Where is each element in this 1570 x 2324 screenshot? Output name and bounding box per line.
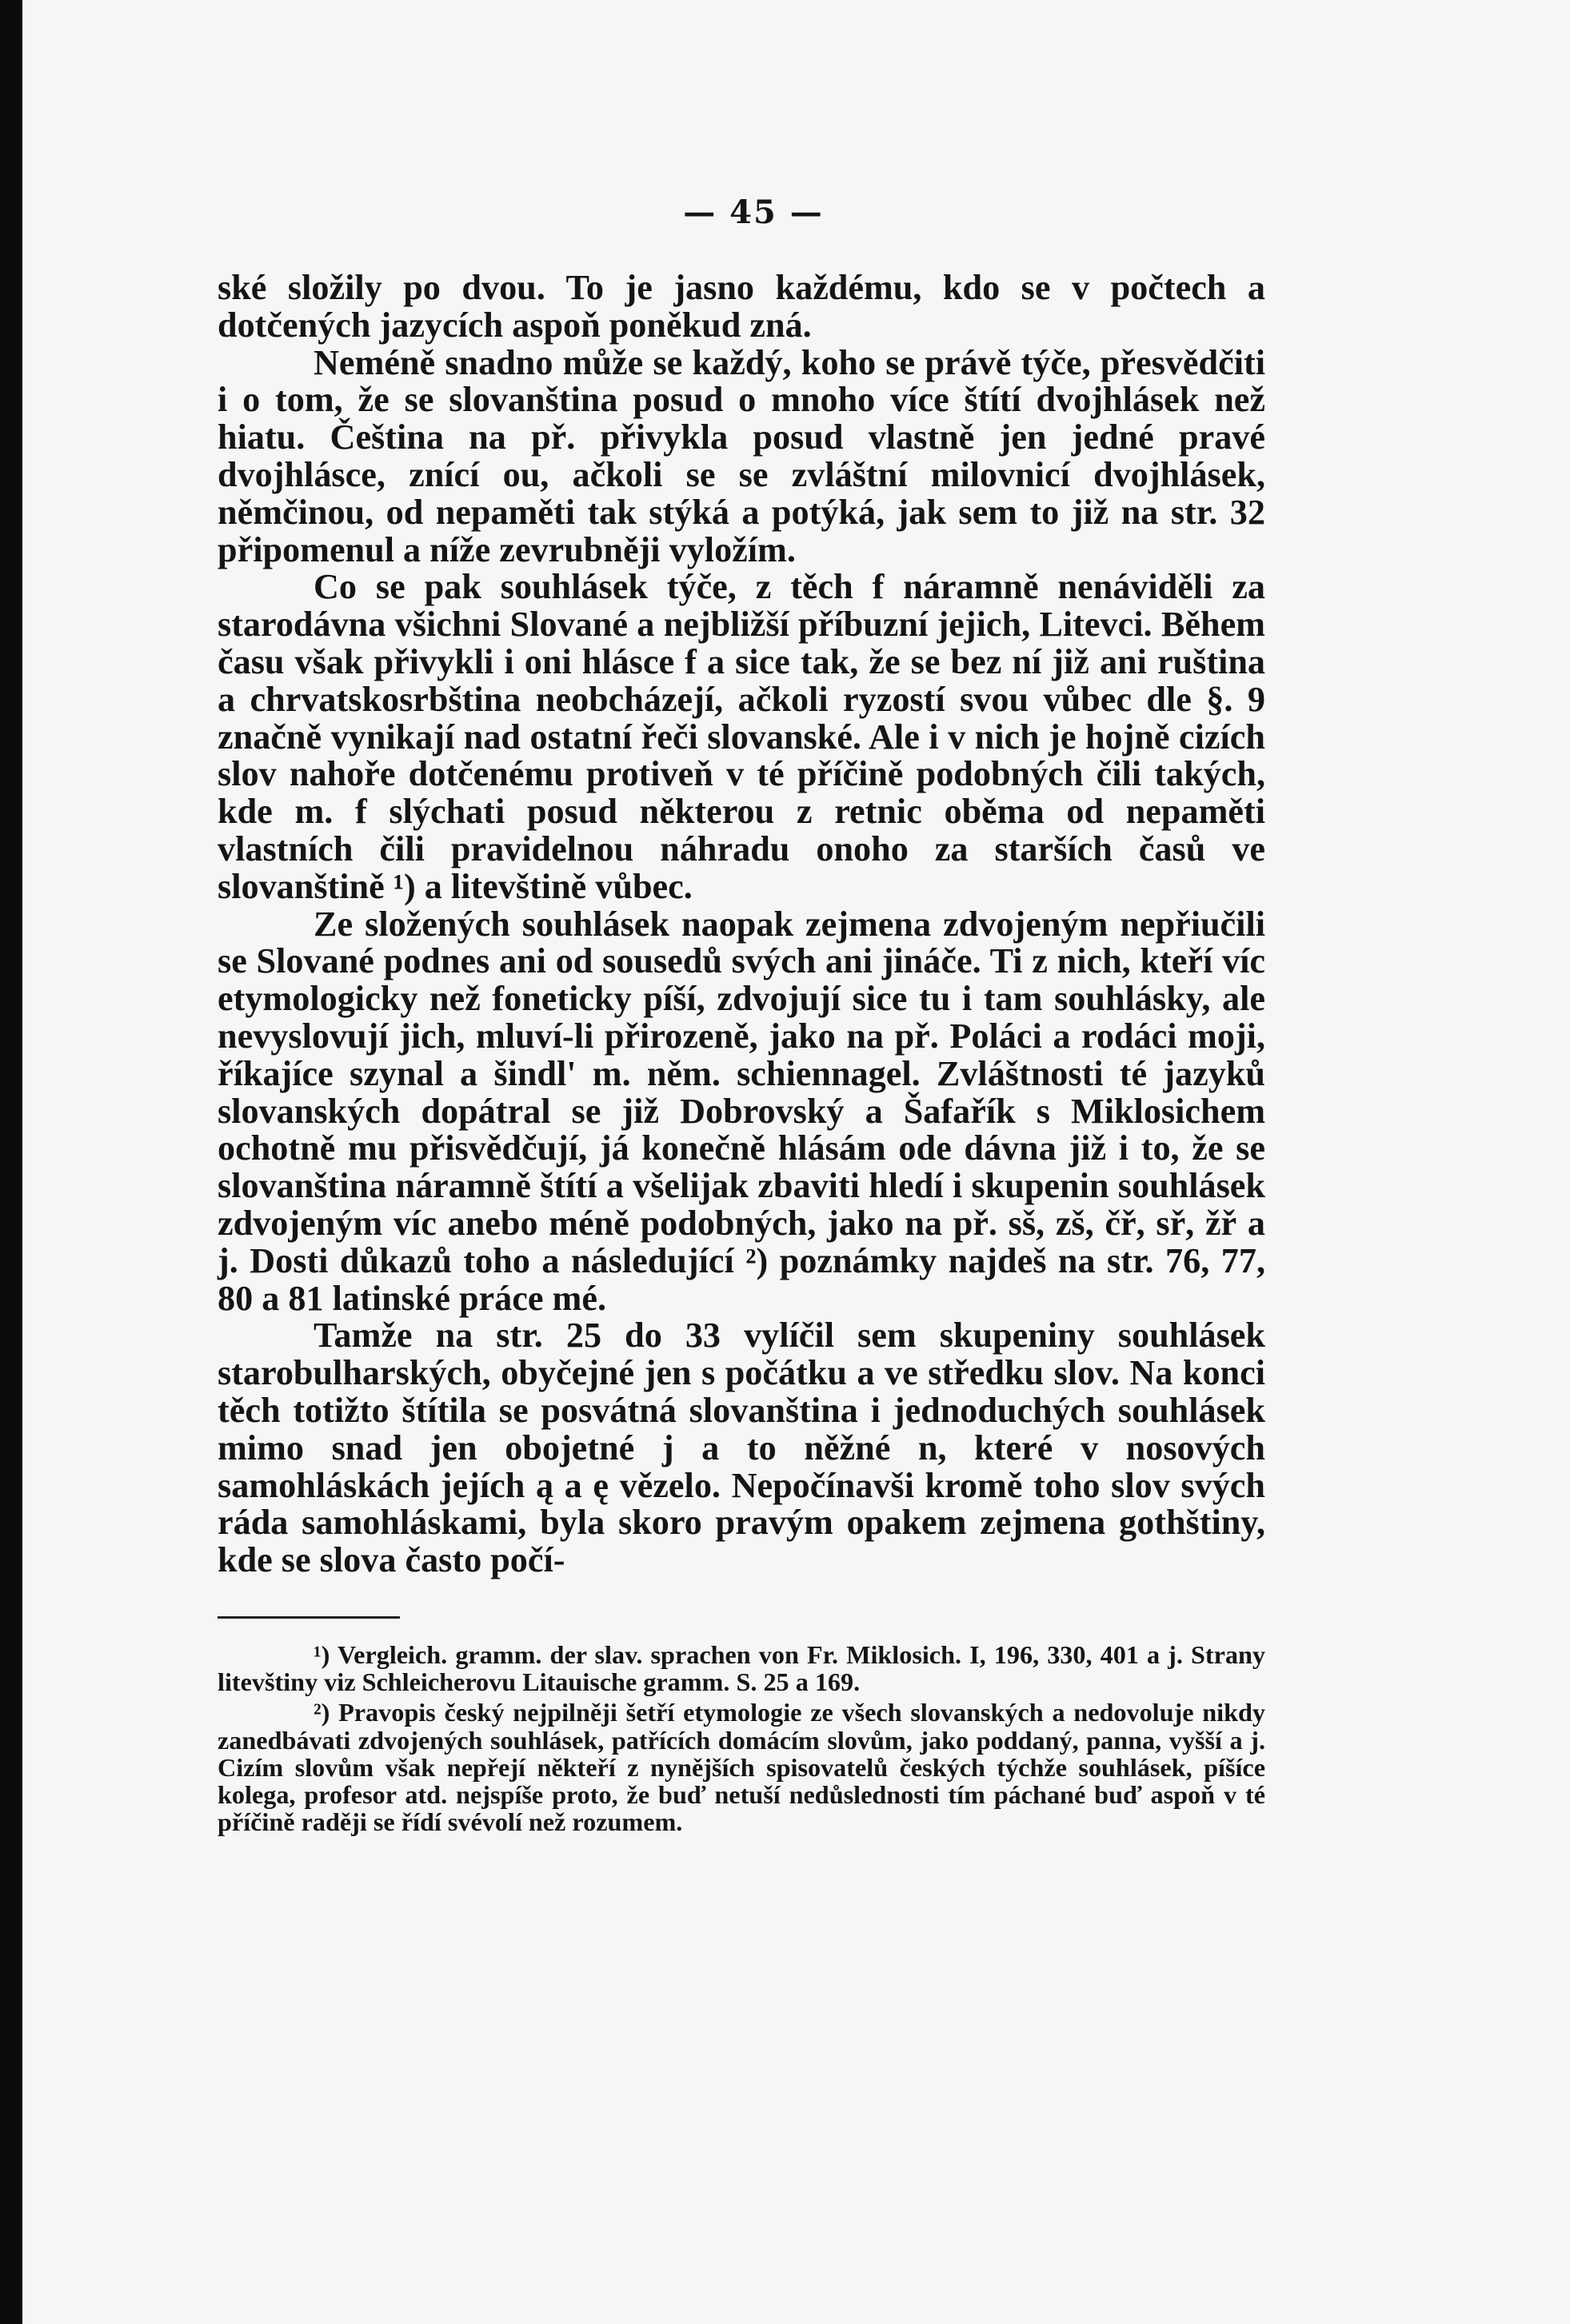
footnote-1: ¹) Vergleich. gramm. der slav. sprachen von Fr. Miklosich. I, 196, 330, 401 a j. Strany litevštiny viz Schleicherovu Litauische gramm. S. 25 a 169.: [218, 1639, 1265, 1697]
page-content: [218, 194, 1265, 1839]
paragraph-2: Neméně snadno může se každý, koho se právě týče, přesvědčiti i o tom, že se slovanština posud o mnoho více štítí dvojhlásek než hiatu. Čeština na př. přivykla posud vlastně jen jedné pravé dvojhlásce, znící ou, ačkoli se se zvláštní milovnicí dvojhlásek, němčinou, od nepaměti tak stýká a potýká, jak sem to již na str. 32 připomenul a níže zevrubněji vyložím.: [218, 342, 1265, 569]
page-number: — 45 —: [683, 194, 824, 231]
book-page: [22, 0, 1570, 2324]
paragraph-1: ské složily po dvou. To je jasno každému, kdo se v počtech a dotčených jazycích aspoň poněkud zná.: [218, 268, 1265, 345]
paragraph-3: Co se pak souhlásek týče, z těch f náramně nenáviděli za starodávna všichni Slované a nejbližší příbuzní jejich, Litevci. Během času však přivykli i oni hlásce f a sice tak, že se bez ní již ani ruština a chrvatskosrbština neobcházejí, ačkoli ryzostí svou vůbec dle §. 9 značně vynikají nad ostatní řeči slovanské. Ale i v nich je hojně cizích slov nahoře dotčenému protiveň v té příčině podobných čili takých, kde m. f slýchati posud některou z retnic oběma od nepaměti vlastních čili pravidelnou náhradu onoho za starších časů ve slovanštině ¹) a litevštině vůbec.: [218, 567, 1265, 906]
footnote-2: ²) Pravopis český nejpilněji šetří etymologie ze všech slovanských a nedovoluje nikdy zanedbávati zdvojených souhlásek, patřících domácím slovům, jako poddaný, panna, vyšší a j. Cizím slovům však nepřejí někteří z nynějších spisovatelů českých týchže souhlásek, píšíce kolega, profesor atd. nejspíše proto, že buď netuší nedůslednosti tím páchané buď aspoň v té příčině raději se řídí svévolí než rozumem.: [218, 1698, 1265, 1837]
footnote-divider: [218, 1616, 400, 1619]
paragraph-5: Tamže na str. 25 do 33 vylíčil sem skupeniny souhlásek starobulharských, obyčejné jen s počátku a ve středku slov. Na konci těch totižto štítila se posvátná slovanština i jednoduchých souhlásek mimo snad jen obojetné j a to něžné n, které v nosových samohláskách jejích ą a ę vězelo. Nepočínavši kromě toho slov svých ráda samohláskami, byla skoro pravým opakem zejmena gothštiny, kde se slova často počí-: [218, 1316, 1265, 1580]
footnotes: [218, 1641, 1265, 1835]
paragraph-4: Ze složených souhlásek naopak zejmena zdvojeným nepřiučili se Slované podnes ani od sousedů svých ani jináče. Ti z nich, kteří víc etymologicky než foneticky píší, zdvojují sice tu i tam souhlásky, ale nevyslovují jich, mluví-li přirozeně, jako na př. Poláci a rodáci moji, říkajíce szynal a šindl' m. něm. schiennagel. Zvláštnosti té jazyků slovanských dopátral se již Dobrovský a Šafařík s Miklosichem ochotně mu přisvědčují, já konečně hlásám ode dávna již i to, že se slovanština náramně štítí a všelijak zbaviti hledí i skupenin souhlásek zdvojeným víc anebo méně podobných, jako na př. sš, zš, čř, sř, žř a j. Dosti důkazů toho a následující ²) poznámky najdeš na str. 76, 77, 80 a 81 latinské práce mé.: [218, 904, 1265, 1318]
body-text: [218, 270, 1265, 1579]
